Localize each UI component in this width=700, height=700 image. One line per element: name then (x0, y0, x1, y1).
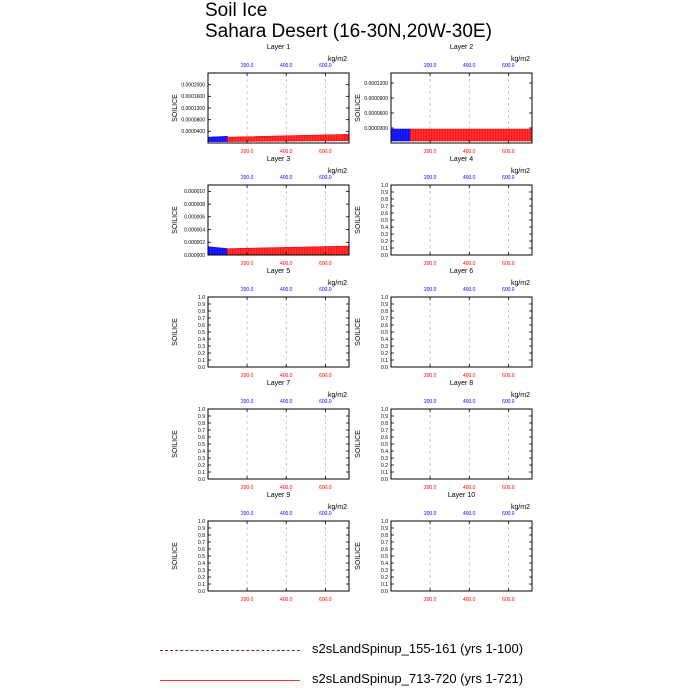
y-tick-label: 0.3 (381, 455, 388, 462)
y-tick-label: 0.5 (381, 553, 388, 560)
y-axis-label: SOILICE (355, 542, 362, 570)
y-tick-label: 0.7 (198, 539, 205, 546)
x-tick-label-top: 400.0 (279, 287, 293, 293)
plot-frame (208, 409, 349, 479)
panel-title: Layer 8 (449, 380, 474, 387)
x-tick-label-top: 600.0 (319, 287, 332, 293)
x-tick-label-bottom: 200.0 (240, 485, 254, 491)
series-line (391, 129, 410, 141)
x-tick-label-top: 200.0 (240, 287, 254, 293)
x-tick-label-bottom: 400.0 (279, 373, 293, 379)
y-tick-label: 0.2 (381, 350, 388, 357)
y-tick-label: 0.7 (381, 539, 388, 546)
y-tick-label: 0.1 (198, 581, 205, 588)
y-tick-label: 0.000000 (184, 252, 205, 259)
plot-frame (391, 521, 532, 591)
y-tick-label: 0.0 (198, 364, 205, 371)
x-tick-label-top: 400.0 (462, 175, 476, 181)
y-tick-label: 0.8 (198, 308, 205, 315)
x-tick-label-bottom: 400.0 (462, 149, 476, 155)
x-tick-label-bottom: 400.0 (462, 261, 476, 267)
x-tick-label-top: 200.0 (240, 511, 254, 517)
y-tick-label: 0.0 (381, 476, 388, 483)
x-tick-label-top: 400.0 (462, 63, 476, 69)
y-axis-label: SOILICE (172, 206, 179, 234)
y-tick-label: 0.0001200 (364, 80, 388, 87)
y-tick-label: 0.4 (381, 224, 388, 231)
y-tick-label: 0.1 (381, 245, 388, 252)
x-tick-label-top: 600.0 (319, 175, 332, 181)
y-tick-label: 0.5 (198, 441, 205, 448)
plot-frame (208, 185, 349, 255)
x-tick-label-top: 200.0 (240, 399, 254, 405)
x-tick-label-bottom: 600.0 (319, 261, 332, 267)
x-tick-label-bottom: 600.0 (319, 373, 332, 379)
x-tick-label-top: 200.0 (240, 63, 254, 69)
x-tick-label-top: 600.0 (502, 175, 515, 181)
x-tick-label-bottom: 600.0 (319, 485, 332, 491)
x-tick-label-bottom: 400.0 (462, 597, 476, 603)
y-tick-label: 0.4 (198, 336, 205, 343)
x-tick-label-top: 400.0 (279, 175, 293, 181)
y-tick-label: 0.9 (381, 525, 388, 532)
x-tick-label-bottom: 200.0 (423, 485, 437, 491)
y-tick-label: 0.5 (381, 329, 388, 336)
y-tick-label: 0.9 (381, 413, 388, 420)
y-tick-label: 1.0 (381, 294, 388, 301)
y-tick-label: 0.6 (381, 322, 388, 329)
y-tick-label: 0.1 (381, 469, 388, 476)
panel-title: Layer 1 (266, 44, 291, 51)
y-tick-label: 0.0002000 (181, 82, 205, 89)
x-tick-label-top: 200.0 (423, 175, 437, 181)
x-tick-label-top: 600.0 (502, 287, 515, 293)
y-tick-label: 0.9 (198, 301, 205, 308)
y-tick-label: 0.0 (381, 252, 388, 259)
x-tick-label-bottom: 600.0 (319, 149, 332, 155)
y-axis-label: SOILICE (355, 94, 362, 122)
x-tick-label-top: 400.0 (462, 287, 476, 293)
y-tick-label: 0.000006 (184, 214, 205, 221)
y-tick-label: 0.5 (198, 553, 205, 560)
panel-title: Layer 6 (449, 268, 474, 275)
x-tick-label-top: 200.0 (423, 287, 437, 293)
y-tick-label: 0.6 (198, 546, 205, 553)
x-tick-label-bottom: 200.0 (240, 597, 254, 603)
x-tick-label-bottom: 200.0 (423, 597, 437, 603)
units-label: kg/m2 (327, 56, 347, 63)
x-tick-label-bottom: 600.0 (502, 485, 515, 491)
x-tick-label-top: 600.0 (502, 63, 515, 69)
x-tick-label-top: 200.0 (423, 511, 437, 517)
x-tick-label-bottom: 200.0 (423, 373, 437, 379)
x-tick-label-bottom: 400.0 (279, 597, 293, 603)
legend-label-1: s2sLandSpinup_155-161 (yrs 1-100) (312, 641, 524, 656)
y-tick-label: 0.5 (381, 441, 388, 448)
panel-title: Layer 5 (266, 268, 291, 275)
y-tick-label: 0.0 (381, 364, 388, 371)
x-tick-label-top: 600.0 (319, 399, 332, 405)
x-tick-label-bottom: 400.0 (462, 485, 476, 491)
units-label: kg/m2 (510, 280, 530, 287)
panel-title: Layer 4 (449, 156, 474, 163)
x-tick-label-bottom: 600.0 (502, 149, 515, 155)
x-tick-label-bottom: 600.0 (502, 373, 515, 379)
y-tick-label: 0.0000800 (181, 117, 205, 124)
panel-title: Layer 7 (266, 380, 291, 387)
y-tick-label: 0.0 (381, 588, 388, 595)
y-tick-label: 0.000008 (184, 201, 205, 208)
plot-frame (208, 73, 349, 143)
plot-frame (208, 521, 349, 591)
plot-frame (391, 185, 532, 255)
x-tick-label-top: 200.0 (423, 63, 437, 69)
figure-title: Soil Ice (205, 0, 268, 21)
y-tick-label: 0.2 (381, 574, 388, 581)
y-axis-label: SOILICE (355, 206, 362, 234)
y-tick-label: 0.4 (198, 560, 205, 567)
x-tick-label-bottom: 200.0 (240, 261, 254, 267)
y-tick-label: 0.6 (381, 546, 388, 553)
y-tick-label: 0.5 (198, 329, 205, 336)
y-tick-label: 0.3 (381, 343, 388, 350)
x-tick-label-top: 200.0 (423, 399, 437, 405)
y-tick-label: 0.000010 (184, 189, 205, 196)
y-tick-label: 0.6 (381, 434, 388, 441)
y-tick-label: 0.6 (198, 322, 205, 329)
x-tick-label-bottom: 600.0 (502, 261, 515, 267)
y-tick-label: 0.1 (198, 469, 205, 476)
x-tick-label-bottom: 200.0 (423, 149, 437, 155)
y-tick-label: 0.0 (198, 476, 205, 483)
panel-title: Layer 9 (266, 492, 291, 499)
panel-title: Layer 2 (449, 44, 474, 51)
y-tick-label: 0.7 (381, 203, 388, 210)
y-tick-label: 0.3 (198, 455, 205, 462)
y-tick-label: 0.4 (381, 448, 388, 455)
x-tick-label-top: 200.0 (240, 175, 254, 181)
y-tick-label: 0.9 (198, 525, 205, 532)
units-label: kg/m2 (327, 280, 347, 287)
x-tick-label-bottom: 600.0 (319, 597, 332, 603)
x-tick-label-bottom: 400.0 (279, 261, 293, 267)
y-axis-label: SOILICE (172, 94, 179, 122)
y-tick-label: 1.0 (198, 518, 205, 525)
x-tick-label-top: 600.0 (502, 399, 515, 405)
y-tick-label: 0.0001600 (181, 94, 205, 101)
legend-label-2: s2sLandSpinup_713-720 (yrs 1-721) (312, 671, 524, 686)
y-tick-label: 0.6 (381, 210, 388, 217)
y-tick-label: 0.2 (381, 238, 388, 245)
y-tick-label: 1.0 (381, 182, 388, 189)
plot-frame (391, 409, 532, 479)
x-tick-label-top: 400.0 (279, 399, 293, 405)
plot-frame (391, 297, 532, 367)
series-line (208, 247, 227, 255)
y-tick-label: 0.0000300 (364, 125, 388, 132)
units-label: kg/m2 (327, 168, 347, 175)
x-tick-label-bottom: 600.0 (502, 597, 515, 603)
x-tick-label-top: 600.0 (319, 511, 332, 517)
y-tick-label: 1.0 (381, 406, 388, 413)
y-tick-label: 0.2 (198, 350, 205, 357)
units-label: kg/m2 (510, 168, 530, 175)
y-axis-label: SOILICE (355, 430, 362, 458)
units-label: kg/m2 (327, 504, 347, 511)
units-label: kg/m2 (510, 392, 530, 399)
y-tick-label: 0.2 (198, 574, 205, 581)
panel-title: Layer 10 (447, 492, 476, 499)
y-tick-label: 0.0000600 (364, 110, 388, 117)
y-tick-label: 0.6 (198, 434, 205, 441)
x-tick-label-top: 600.0 (502, 511, 515, 517)
y-tick-label: 0.5 (381, 217, 388, 224)
y-tick-label: 0.8 (381, 308, 388, 315)
y-tick-label: 0.8 (381, 532, 388, 539)
x-tick-label-top: 600.0 (319, 63, 332, 69)
x-tick-label-top: 400.0 (279, 511, 293, 517)
units-label: kg/m2 (510, 56, 530, 63)
y-tick-label: 0.2 (198, 462, 205, 469)
y-axis-label: SOILICE (172, 318, 179, 346)
y-tick-label: 0.4 (381, 336, 388, 343)
y-tick-label: 0.1 (381, 357, 388, 364)
figure-subtitle: Sahara Desert (16-30N,20W-30E) (205, 21, 492, 42)
x-tick-label-bottom: 200.0 (240, 373, 254, 379)
x-tick-label-bottom: 400.0 (279, 149, 293, 155)
y-tick-label: 0.000004 (184, 227, 205, 234)
x-tick-label-top: 400.0 (279, 63, 293, 69)
panel-title: Layer 3 (266, 156, 291, 163)
y-tick-label: 0.9 (381, 301, 388, 308)
y-tick-label: 0.3 (381, 231, 388, 238)
y-tick-label: 0.7 (198, 427, 205, 434)
x-tick-label-bottom: 400.0 (279, 485, 293, 491)
plot-frame (208, 297, 349, 367)
y-axis-label: SOILICE (172, 430, 179, 458)
y-tick-label: 1.0 (381, 518, 388, 525)
y-axis-label: SOILICE (355, 318, 362, 346)
y-tick-label: 0.2 (381, 462, 388, 469)
y-tick-label: 0.1 (381, 581, 388, 588)
legend-swatch-dashed (160, 650, 300, 651)
y-tick-label: 0.8 (198, 532, 205, 539)
units-label: kg/m2 (510, 504, 530, 511)
x-tick-label-top: 400.0 (462, 511, 476, 517)
y-tick-label: 0.1 (198, 357, 205, 364)
y-tick-label: 0.3 (381, 567, 388, 574)
x-tick-label-bottom: 400.0 (462, 373, 476, 379)
y-tick-label: 0.000002 (184, 240, 205, 247)
x-tick-label-top: 400.0 (462, 399, 476, 405)
y-tick-label: 0.0001200 (181, 105, 205, 112)
legend-swatch-solid (160, 680, 300, 681)
y-tick-label: 0.9 (381, 189, 388, 196)
y-tick-label: 0.8 (381, 196, 388, 203)
y-axis-label: SOILICE (172, 542, 179, 570)
y-tick-label: 0.7 (198, 315, 205, 322)
units-label: kg/m2 (327, 392, 347, 399)
y-tick-label: 0.7 (381, 427, 388, 434)
y-tick-label: 0.7 (381, 315, 388, 322)
y-tick-label: 0.4 (381, 560, 388, 567)
y-tick-label: 0.0000400 (181, 129, 205, 136)
y-tick-label: 0.0000900 (364, 95, 388, 102)
y-tick-label: 0.3 (198, 567, 205, 574)
y-tick-label: 0.0 (198, 588, 205, 595)
y-tick-label: 0.9 (198, 413, 205, 420)
y-tick-label: 0.3 (198, 343, 205, 350)
y-tick-label: 1.0 (198, 406, 205, 413)
y-tick-label: 1.0 (198, 294, 205, 301)
y-tick-label: 0.8 (381, 420, 388, 427)
y-tick-label: 0.4 (198, 448, 205, 455)
x-tick-label-bottom: 200.0 (423, 261, 437, 267)
series-line (208, 136, 227, 141)
x-tick-label-bottom: 200.0 (240, 149, 254, 155)
y-tick-label: 0.8 (198, 420, 205, 427)
